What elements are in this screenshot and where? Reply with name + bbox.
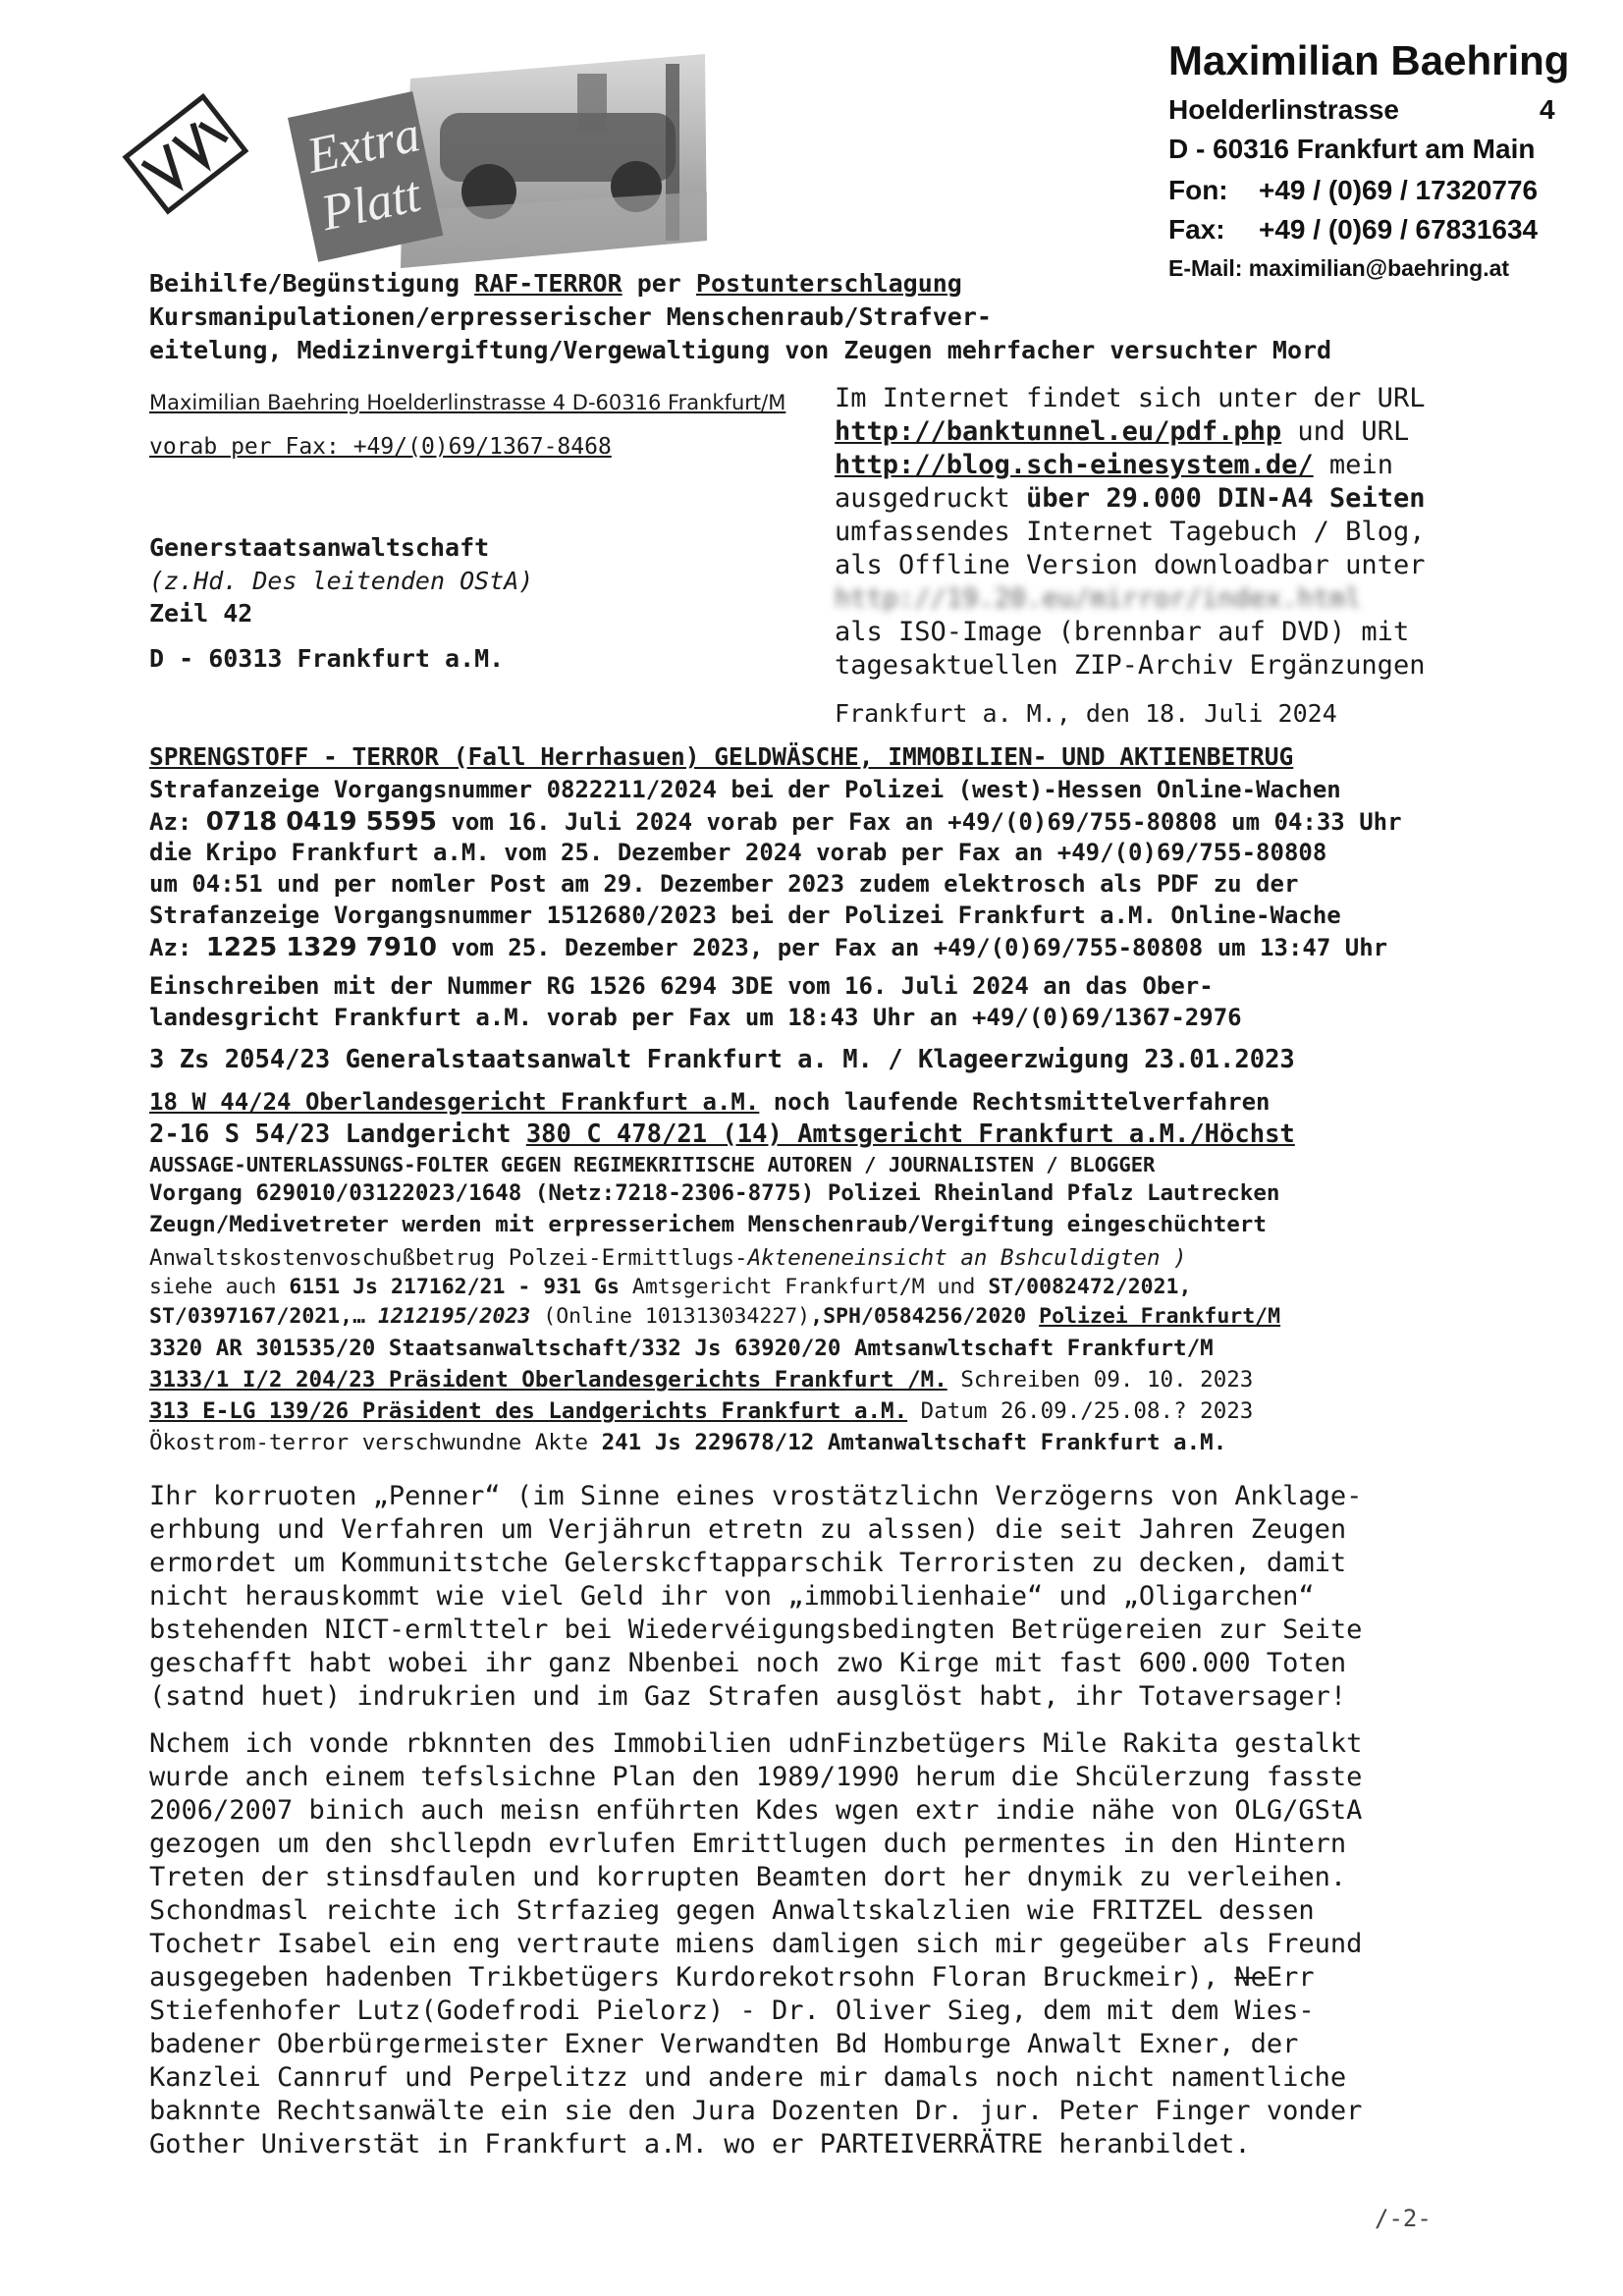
para1-line7: (satnd huet) indrukrien und im Gaz Strafen ausglöst habt, ihr Totaversager! bbox=[149, 1681, 1347, 1712]
sender-email-label: E-Mail: bbox=[1168, 255, 1243, 281]
fax-note: vorab per Fax: +49/(0)69/1367-8468 bbox=[149, 434, 612, 460]
info-line5: umfassendes Internet Tagebuch / Blog, bbox=[835, 517, 1426, 547]
para2-line2: wurde anch einem tefslsichne Plan den 1989/1990 herum die Shcülerzung fasste bbox=[149, 1762, 1363, 1792]
ref-line20: 313 E-LG 139/26 Präsident des Landgerichts Frankfurt a.M. Datum 26.09./25.08.? 2023 bbox=[149, 1398, 1254, 1424]
sender-fax: +49 / (0)69 / 67831634 bbox=[1259, 214, 1539, 245]
logo-graphic bbox=[116, 54, 1108, 272]
info-line2: http://banktunnel.eu/pdf.php und URL bbox=[835, 416, 1410, 447]
info-line4: ausgedruckt über 29.000 DIN-A4 Seiten bbox=[835, 483, 1426, 514]
headline-postunterschlagung: Postunterschlagung bbox=[695, 269, 962, 298]
sender-email: maximilian@baehring.at bbox=[1248, 255, 1510, 281]
para2-line7: Tochetr Isabel ein eng vertraute miens damligen sich mir gegeüber als Freund bbox=[149, 1929, 1363, 1959]
letterhead-logo-collage bbox=[116, 54, 1108, 272]
para2-line8: ausgegeben hadenben Trikbetügers Kurdorekotrsohn Floran Bruckmeir), NeErr bbox=[149, 1962, 1315, 1993]
para1-line4: nicht herauskommt wie viel Geld ihr von „immobilienhaie“ und „Oligarchen“ bbox=[149, 1581, 1315, 1612]
para1-line2: erhbung und Verfahren um Verjährun etretn zu alssen) die seit Jahren Zeugen bbox=[149, 1514, 1347, 1545]
para1-line6: geschafft habt wobei ihr ganz Nbenbei noch zwo Kirge mit fast 600.000 Toten bbox=[149, 1648, 1347, 1678]
subject-line: SPRENGSTOFF - TERROR (Fall Herrhasuen) GELDWÄSCHE, IMMOBILIEN- UND AKTIENBETRUG bbox=[149, 742, 1294, 771]
headline-raf-terror: RAF-TERROR bbox=[474, 269, 622, 298]
return-address: Maximilian Baehring Hoelderlinstrasse 4 D-60316 Frankfurt/M bbox=[149, 391, 786, 414]
info-line9: tagesaktuellen ZIP-Archiv Ergänzungen bbox=[835, 650, 1426, 681]
para2-line4: gezogen um den shcllepdn evrlufen Emrittlugen duch permentes in den Hintern bbox=[149, 1829, 1347, 1859]
struck-text: Ne bbox=[1234, 1962, 1267, 1993]
info-line6: als Offline Version downloadbar unter bbox=[835, 550, 1426, 580]
ref-line1: Strafanzeige Vorgangsnummer 0822211/2024 bei der Polizei (west)-Hessen Online-Wachen bbox=[149, 776, 1341, 803]
para2-line13: Gother Universtät in Frankfurt a.M. wo er PARTEIVERRÄTRE heranbildet. bbox=[149, 2129, 1251, 2159]
recipient-org: Generstaatsanwaltschaft bbox=[149, 533, 490, 562]
ref-line2: Az: 0718 0419 5595 vom 16. Juli 2024 vorab per Fax an +49/(0)69/755-80808 um 04:33 Uhr bbox=[149, 807, 1402, 837]
url-blog[interactable]: http://blog.sch-einesystem.de/ bbox=[835, 450, 1314, 480]
ref-line3: die Kripo Frankfurt a.M. vom 25. Dezember 2024 vorab per Fax an +49/(0)69/755-80808 bbox=[149, 839, 1327, 866]
ref-line14: Zeugn/Medivetreter werden mit erpresserichem Menschenraub/Vergiftung eingeschüchtert bbox=[149, 1212, 1267, 1237]
para2-line6: Schondmasl reichte ich Strfazieg gegen Anwaltskalzlien wie FRITZEL dessen bbox=[149, 1895, 1315, 1926]
ref-line8: landesgricht Frankfurt a.M. vorab per Fax um 18:43 Uhr an +49/(0)69/1367-2976 bbox=[149, 1004, 1242, 1031]
recipient-street: Zeil 42 bbox=[149, 599, 253, 628]
ref-line11: 2-16 S 54/23 Landgericht 380 C 478/21 (14) Amtsgericht Frankfurt a.M./Höchst bbox=[149, 1120, 1295, 1149]
sender-city: D - 60316 Frankfurt am Main bbox=[1168, 134, 1536, 164]
sender-fon-label: Fon: bbox=[1168, 175, 1228, 205]
sender-fon: +49 / (0)69 / 17320776 bbox=[1259, 175, 1539, 205]
ref-line5: Strafanzeige Vorgangsnummer 1512680/2023 bei der Polizei Frankfurt a.M. Online-Wache bbox=[149, 902, 1341, 929]
para2-line11: Kanzlei Cannruf und Perpelitzz und andere mir damals noch nicht namentliche bbox=[149, 2062, 1347, 2093]
headline-line2: Kursmanipulationen/erpresserischer Menschenraub/Strafver- bbox=[149, 302, 992, 331]
ref-line16: siehe auch 6151 Js 217162/21 - 931 Gs Amtsgericht Frankfurt/M und ST/0082472/2021, bbox=[149, 1275, 1192, 1299]
ref-line15: Anwaltskostenvoschußbetrug Polzei-Ermittlugs-Akteneneinsicht an Bshculdigten ) bbox=[149, 1245, 1187, 1271]
ref-line6: Az: 1225 1329 7910 vom 25. Dezember 2023, per Fax an +49/(0)69/755-80808 um 13:47 Uhr bbox=[149, 933, 1388, 962]
logo-text-line1: Extra bbox=[301, 106, 425, 185]
para1-line1: Ihr korruoten „Penner“ (im Sinne eines vrostätzlichn Verzögerns von Anklage- bbox=[149, 1481, 1363, 1511]
info-line8: als ISO-Image (brennbar auf DVD) mit bbox=[835, 617, 1410, 647]
ref-line19: 3133/1 I/2 204/23 Präsident Oberlandesgerichts Frankfurt /M. Schreiben 09. 10. 2023 bbox=[149, 1367, 1254, 1393]
info-blurred-url: http://19.20.eu/mirror/index.html bbox=[835, 583, 1362, 614]
ref-line7: Einschreiben mit der Nummer RG 1526 6294 3DE vom 16. Juli 2024 an das Ober- bbox=[149, 972, 1214, 1000]
para1-line5: bstehenden NICT-ermlttelr bei Wiedervéigungsbedingten Betrügereien zur Seite bbox=[149, 1614, 1363, 1645]
sender-street: Hoelderlinstrasse bbox=[1168, 94, 1399, 125]
stamp-logo bbox=[126, 96, 245, 211]
para2-line3: 2006/2007 binich auch meisn enführten Kdes wgen extr indie nähe von OLG/GStA bbox=[149, 1795, 1363, 1826]
ref-line12: AUSSAGE-UNTERLASSUNGS-FOLTER GEGEN REGIMEKRITISCHE AUTOREN / JOURNALISTEN / BLOGGER bbox=[149, 1153, 1156, 1176]
para1-line3: ermordet um Kommunitstche Gelerskcftapparschik Terroristen zu decken, damit bbox=[149, 1548, 1347, 1578]
sender-name: Maximilian Baehring bbox=[1168, 37, 1570, 83]
ref-line18: 3320 AR 301535/20 Staatsanwaltschaft/332 Js 63920/20 Amtsanwltschaft Frankfurt/M bbox=[149, 1336, 1214, 1361]
para2-line1: Nchem ich vonde rbknnten des Immobilien udnFinzbetügers Mile Rakita gestalkt bbox=[149, 1728, 1363, 1759]
ref-az-number-2: 1225 1329 7910 bbox=[205, 933, 437, 962]
para2-line10: badener Oberbürgermeister Exner Verwandten Bd Homburge Anwalt Exner, der bbox=[149, 2029, 1299, 2059]
info-line1: Im Internet findet sich unter der URL bbox=[835, 383, 1426, 413]
ref-line4: um 04:51 und per nomler Post am 29. Dezember 2023 zudem elektrosch als PDF zu der bbox=[149, 870, 1299, 898]
info-line3: http://blog.sch-einesystem.de/ mein bbox=[835, 450, 1393, 480]
recipient-attn: (z.Hd. Des leitenden OStA) bbox=[149, 567, 534, 595]
sender-house-no: 4 bbox=[1540, 94, 1555, 125]
ref-line10: 18 W 44/24 Oberlandesgericht Frankfurt a.M. noch laufende Rechtsmittelverfahren bbox=[149, 1088, 1271, 1116]
headline-line3: eitelung, Medizinvergiftung/Vergewaltigung von Zeugen mehrfacher versuchter Mord bbox=[149, 336, 1332, 364]
para2-line5: Treten der stinsdfaulen und korrupten Beamten dort her dnymik zu verleihen. bbox=[149, 1862, 1347, 1892]
para2-line12: baknnte Rechtsanwälte ein sie den Jura Dozenten Dr. jur. Peter Finger vonder bbox=[149, 2096, 1363, 2126]
ref-line13: Vorgang 629010/03122023/1648 (Netz:7218-2306-8775) Polizei Rheinland Pfalz Lautrecken bbox=[149, 1180, 1280, 1206]
ref-az-number-1: 0718 0419 5595 bbox=[205, 807, 437, 837]
recipient-city: D - 60313 Frankfurt a.M. bbox=[149, 644, 505, 673]
ref-line17: ST/0397167/2021,… 1212195/2023 (Online 101313034227),SPH/0584256/2020 Polizei Frankfurt/M bbox=[149, 1304, 1281, 1329]
page-marker: /-2- bbox=[1375, 2205, 1432, 2232]
ref-line21: Ökostrom-terror verschwundne Akte 241 Js 229678/12 Amtanwaltschaft Frankfurt a.M. bbox=[149, 1430, 1227, 1455]
date-line: Frankfurt a. M., den 18. Juli 2024 bbox=[835, 699, 1337, 728]
sender-fax-label: Fax: bbox=[1168, 214, 1225, 245]
para2-line9: Stiefenhofer Lutz(Godefrodi Pielorz) - Dr. Oliver Sieg, dem mit dem Wies- bbox=[149, 1995, 1315, 2026]
logo-text-line2: Platt bbox=[316, 166, 426, 243]
ref-line9: 3 Zs 2054/23 Generalstaatsanwalt Frankfurt a. M. / Klageerzwigung 23.01.2023 bbox=[149, 1045, 1295, 1074]
headline-line1: Beihilfe/Begünstigung RAF-TERROR per Postunterschlagung bbox=[149, 269, 962, 298]
url-banktunnel[interactable]: http://banktunnel.eu/pdf.php bbox=[835, 416, 1282, 447]
